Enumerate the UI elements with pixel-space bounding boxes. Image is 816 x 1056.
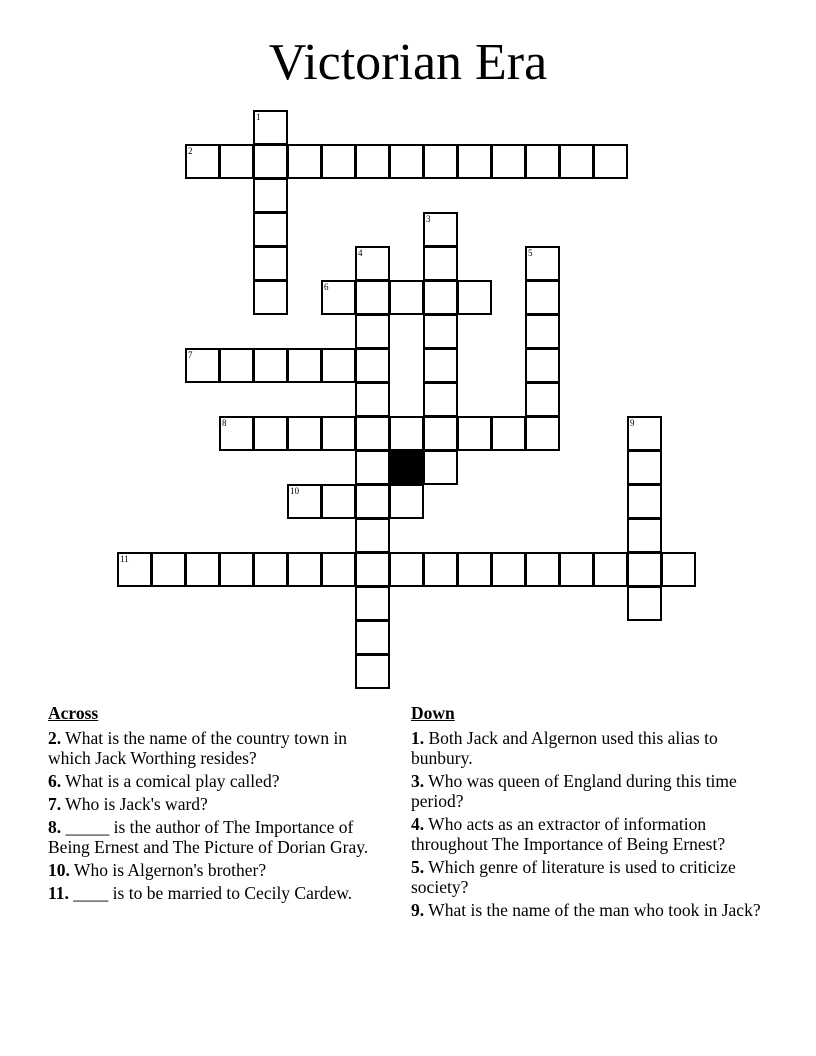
clue-down-5: 5. Which genre of literature is used to criticize society? <box>411 857 736 897</box>
grid-cell[interactable] <box>525 382 560 417</box>
grid-cell[interactable] <box>219 416 254 451</box>
grid-cell[interactable] <box>491 144 526 179</box>
grid-cell[interactable] <box>423 246 458 281</box>
clue-number: 11 <box>120 554 129 564</box>
grid-cell[interactable] <box>185 552 220 587</box>
grid-cell[interactable] <box>253 552 288 587</box>
grid-cell[interactable] <box>627 552 662 587</box>
down-clues <box>411 703 771 923</box>
grid-cell[interactable] <box>491 416 526 451</box>
clue-across-2: 2. What is the name of the country town in which Jack Worthing resides? <box>48 728 348 768</box>
grid-cell[interactable] <box>423 416 458 451</box>
grid-cell[interactable] <box>423 552 458 587</box>
grid-cell[interactable] <box>219 552 254 587</box>
clue-number: 2 <box>188 146 193 156</box>
grid-cell[interactable] <box>253 348 288 383</box>
grid-cell[interactable] <box>355 450 390 485</box>
grid-cell[interactable] <box>287 348 322 383</box>
grid-cell[interactable] <box>457 552 492 587</box>
grid-cell[interactable] <box>321 280 356 315</box>
grid-cell[interactable] <box>525 348 560 383</box>
clue-down-9: 9. What is the name of the man who took in Jack? <box>411 900 761 920</box>
grid-cell[interactable] <box>355 484 390 519</box>
grid-cell[interactable] <box>355 552 390 587</box>
grid-cell[interactable] <box>559 552 594 587</box>
grid-cell[interactable] <box>321 484 356 519</box>
grid-cell[interactable] <box>423 382 458 417</box>
grid-cell[interactable] <box>457 416 492 451</box>
grid-cell[interactable] <box>355 382 390 417</box>
grid-cell[interactable] <box>491 552 526 587</box>
grid-cell[interactable] <box>321 552 356 587</box>
grid-cell[interactable] <box>287 552 322 587</box>
grid-cell[interactable] <box>525 246 560 281</box>
clue-across-11: 11. ____ is to be married to Cecily Cardew. <box>48 883 353 903</box>
grid-cell[interactable] <box>355 280 390 315</box>
grid-cell[interactable] <box>355 586 390 621</box>
grid-cell[interactable] <box>253 246 288 281</box>
across-clues <box>48 703 388 906</box>
clue-number: 10 <box>290 486 299 496</box>
grid-cell[interactable] <box>457 144 492 179</box>
grid-cell[interactable] <box>355 654 390 689</box>
grid-cell[interactable] <box>151 552 186 587</box>
down-heading: Down <box>411 703 455 723</box>
grid-cell[interactable] <box>593 552 628 587</box>
grid-cell[interactable] <box>423 348 458 383</box>
grid-cell[interactable] <box>287 484 322 519</box>
grid-cell[interactable] <box>219 144 254 179</box>
across-heading: Across <box>48 703 99 723</box>
grid-cell[interactable] <box>593 144 628 179</box>
grid-cell[interactable] <box>253 212 288 247</box>
clue-down-4: 4. Who acts as an extractor of information throughout The Importance of Being Ernest? <box>411 814 726 854</box>
grid-cell[interactable] <box>423 144 458 179</box>
grid-cell[interactable] <box>219 348 254 383</box>
grid-cell[interactable] <box>355 518 390 553</box>
black-cell <box>389 450 424 485</box>
grid-cell[interactable] <box>627 484 662 519</box>
clue-across-6: 6. What is a comical play called? <box>48 771 280 791</box>
clue-number: 3 <box>426 214 431 224</box>
clue-number: 7 <box>188 350 193 360</box>
grid-cell[interactable] <box>627 518 662 553</box>
clue-down-1: 1. Both Jack and Algernon used this alias to bunbury. <box>411 728 718 768</box>
puzzle-title: Victorian Era <box>268 34 548 91</box>
grid-cell[interactable] <box>525 416 560 451</box>
clue-across-10: 10. Who is Algernon's brother? <box>48 860 267 880</box>
grid-cell[interactable] <box>389 144 424 179</box>
grid-cell[interactable] <box>355 620 390 655</box>
grid-cell[interactable] <box>389 552 424 587</box>
clue-number: 8 <box>222 418 227 428</box>
grid-cell[interactable] <box>355 348 390 383</box>
grid-cell[interactable] <box>423 450 458 485</box>
grid-cell[interactable] <box>253 280 288 315</box>
grid-cell[interactable] <box>355 416 390 451</box>
grid-cell[interactable] <box>355 246 390 281</box>
clue-number: 9 <box>630 418 635 428</box>
grid-cell[interactable] <box>627 450 662 485</box>
grid-cell[interactable] <box>253 178 288 213</box>
grid-cell[interactable] <box>627 586 662 621</box>
grid-cell[interactable] <box>525 552 560 587</box>
grid-cell[interactable] <box>525 144 560 179</box>
grid-cell[interactable] <box>525 280 560 315</box>
grid-cell[interactable] <box>253 416 288 451</box>
clue-across-7: 7. Who is Jack's ward? <box>48 794 208 814</box>
grid-cell[interactable] <box>253 110 288 145</box>
grid-cell[interactable] <box>185 144 220 179</box>
grid-cell[interactable] <box>423 280 458 315</box>
grid-cell[interactable] <box>355 314 390 349</box>
clue-number: 6 <box>324 282 329 292</box>
grid-cell[interactable] <box>117 552 152 587</box>
grid-cell[interactable] <box>321 416 356 451</box>
grid-cell[interactable] <box>627 416 662 451</box>
grid-cell[interactable] <box>559 144 594 179</box>
grid-cell[interactable] <box>389 416 424 451</box>
grid-cell[interactable] <box>525 314 560 349</box>
grid-cell[interactable] <box>185 348 220 383</box>
grid-cell[interactable] <box>457 280 492 315</box>
grid-cell[interactable] <box>253 144 288 179</box>
grid-cell[interactable] <box>661 552 696 587</box>
clue-number: 1 <box>256 112 261 122</box>
grid-cell[interactable] <box>389 484 424 519</box>
grid-cell[interactable] <box>321 144 356 179</box>
grid-cell[interactable] <box>355 144 390 179</box>
grid-cell[interactable] <box>423 314 458 349</box>
grid-cell[interactable] <box>389 280 424 315</box>
grid-cell[interactable] <box>423 212 458 247</box>
clue-number: 4 <box>358 248 363 258</box>
clue-number: 5 <box>528 248 533 258</box>
grid-cell[interactable] <box>287 144 322 179</box>
clue-down-3: 3. Who was queen of England during this time period? <box>411 771 737 811</box>
grid-cell[interactable] <box>287 416 322 451</box>
clue-across-8: 8. _____ is the author of The Importance of Being Ernest and The Picture of Dorian Gray. <box>48 817 369 857</box>
grid-cell[interactable] <box>321 348 356 383</box>
